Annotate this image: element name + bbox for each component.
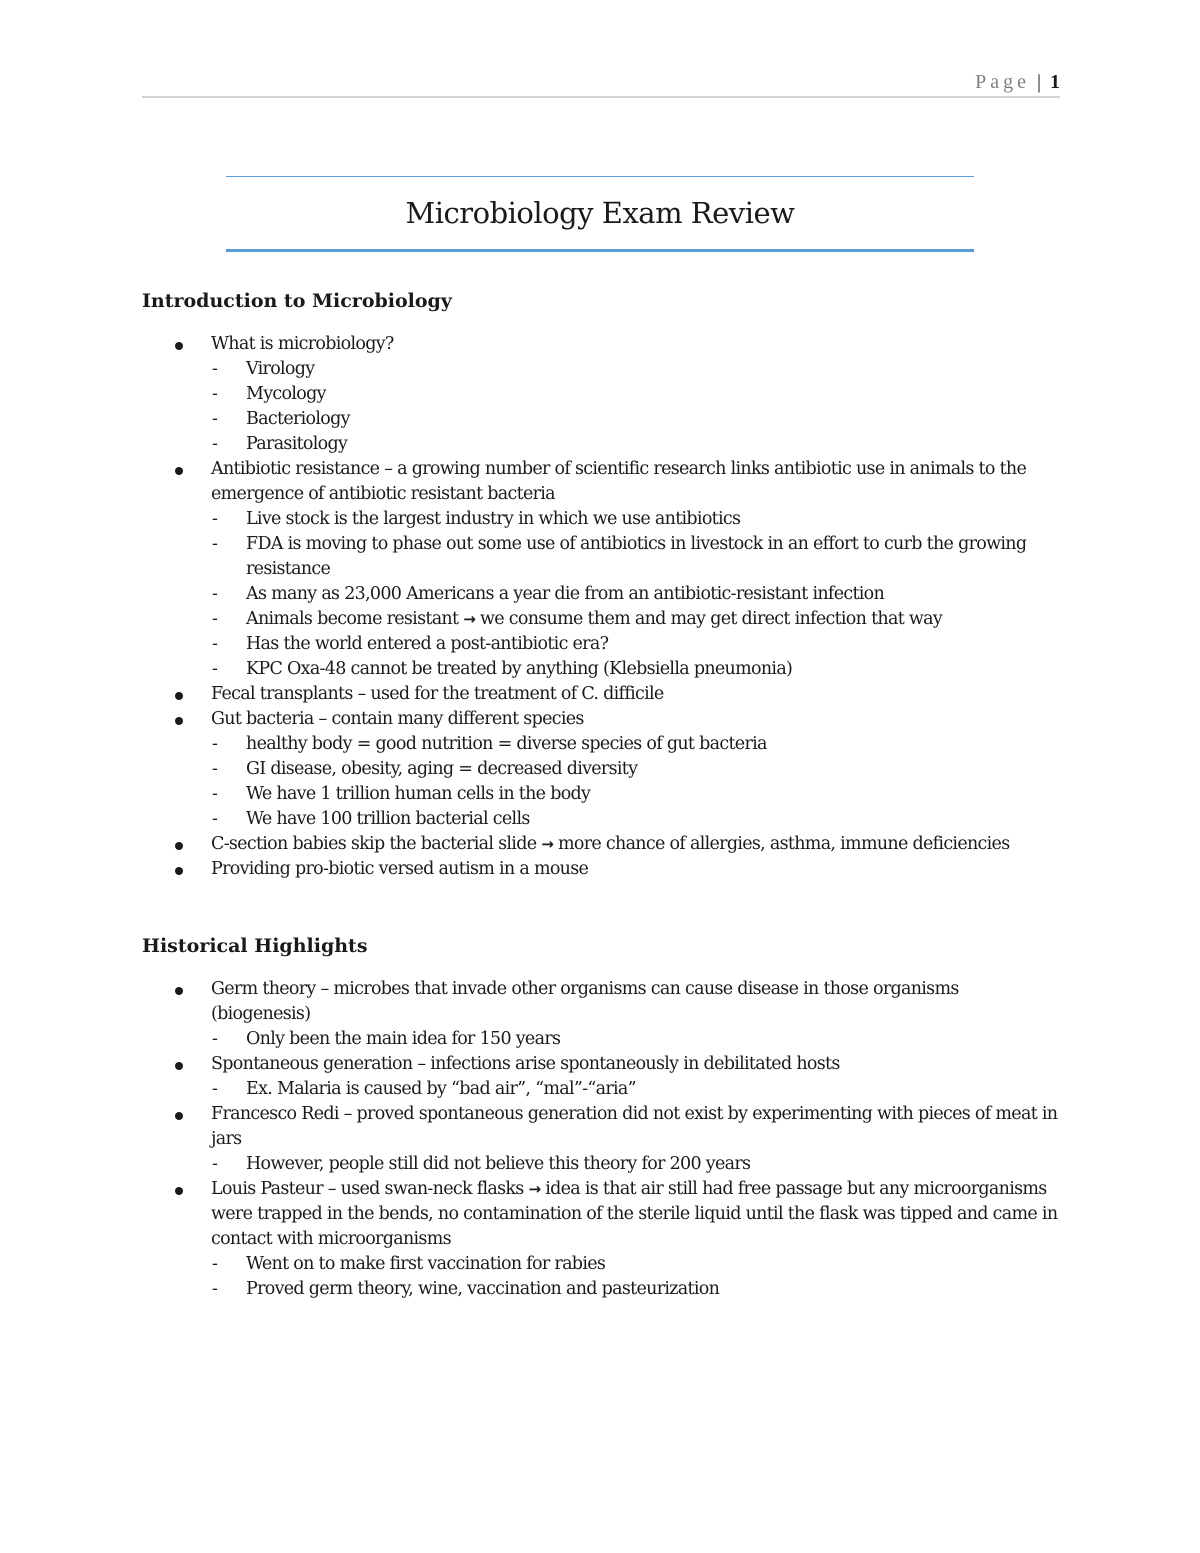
sub-list-item (0, 657, 1200, 682)
sub-list-item-text (246, 609, 942, 629)
bullet-icon (175, 1187, 183, 1195)
sub-list-item-text: KPC Oxa-48 cannot be treated by anything (Klebsiella pneumonia) (246, 659, 793, 679)
text-segment: we consume them and may get direct infection that way (479, 609, 943, 629)
dash-icon: - (212, 659, 218, 679)
dash-icon: - (212, 384, 218, 404)
dash-icon: - (212, 784, 218, 804)
section-heading-historical-highlights: Historical Highlights (142, 935, 368, 957)
sub-list-item-text: Has the world entered a post-antibiotic era? (246, 634, 609, 654)
list-item (0, 857, 1200, 882)
bullet-icon (175, 867, 183, 875)
section-historical-highlights-content (0, 977, 1200, 1302)
sub-list-item-text: Went on to make first vaccination for rabies (246, 1254, 606, 1274)
sub-list-item (0, 407, 1200, 432)
list-item-text: Gut bacteria – contain many different species (211, 709, 584, 729)
dash-icon: - (212, 584, 218, 604)
dash-icon: - (212, 1029, 218, 1049)
sub-list-item (0, 357, 1200, 382)
text-segment: C-section babies skip the bacterial slide (211, 834, 537, 854)
section-heading-introduction: Introduction to Microbiology (142, 290, 452, 312)
arrow-right-icon: → (528, 1180, 541, 1198)
page-header (142, 68, 1060, 98)
list-item (0, 707, 1200, 732)
sub-list-item-text: Mycology (246, 384, 326, 404)
bullet-icon (175, 692, 183, 700)
page-number-label (975, 68, 1060, 96)
sub-list-item-text: Ex. Malaria is caused by “bad air”, “mal”-“aria” (246, 1079, 636, 1099)
list-item-text: Antibiotic resistance – a growing number of scientific research links antibiotic use in animals to the emergence of antibiotic resistant bacteria (211, 459, 1027, 504)
sub-list-item-text: However, people still did not believe this theory for 200 years (246, 1154, 751, 1174)
sub-list-item (0, 782, 1200, 807)
text-segment: Louis Pasteur – used swan-neck flasks (211, 1179, 524, 1199)
list-item-text: Germ theory – microbes that invade other organisms can cause disease in those organisms (biogenesis) (211, 979, 959, 1024)
list-item (0, 682, 1200, 707)
dash-icon: - (212, 434, 218, 454)
bullet-icon (175, 842, 183, 850)
page-number: 1 (1050, 71, 1060, 93)
bullet-icon (175, 467, 183, 475)
sub-list-item-text: Parasitology (246, 434, 348, 454)
sub-list-item-text: Only been the main idea for 150 years (246, 1029, 561, 1049)
dash-icon: - (212, 509, 218, 529)
sub-list-item (0, 1152, 1200, 1177)
document-title: Microbiology Exam Review (405, 196, 795, 230)
dash-icon: - (212, 759, 218, 779)
text-segment: more chance of allergies, asthma, immune deficiencies (557, 834, 1010, 854)
sub-list-item-text: healthy body = good nutrition = diverse species of gut bacteria (246, 734, 767, 754)
sub-list-item (0, 432, 1200, 457)
sub-list-item-text: We have 100 trillion bacterial cells (246, 809, 530, 829)
sub-list-item-text: Bacteriology (246, 409, 350, 429)
dash-icon: - (212, 734, 218, 754)
list-item-text (211, 834, 1010, 854)
bullet-icon (175, 1062, 183, 1070)
title-box (226, 176, 974, 252)
sub-list-item (0, 607, 1200, 632)
sub-list-item (0, 532, 1200, 582)
sub-list-item (0, 507, 1200, 532)
list-item (0, 1102, 1200, 1152)
dash-icon: - (212, 1254, 218, 1274)
section-introduction-content (0, 332, 1200, 882)
bullet-icon (175, 1112, 183, 1120)
sub-list-item-text: We have 1 trillion human cells in the body (246, 784, 591, 804)
dash-icon: - (212, 359, 218, 379)
text-segment: idea is that air still had free passage but any microorganisms were trapped in the bends, no contamination of the sterile liquid until the flask was tipped and came in contact with microorganisms (211, 1179, 1058, 1249)
page-separator: | (1036, 71, 1041, 93)
sub-list-item (0, 807, 1200, 832)
arrow-right-icon: → (463, 610, 476, 628)
page-word: Page (975, 71, 1030, 93)
list-item (0, 457, 1200, 507)
sub-list-item (0, 1027, 1200, 1052)
bullet-icon (175, 342, 183, 350)
list-item-text: Spontaneous generation – infections arise spontaneously in debilitated hosts (211, 1054, 840, 1074)
bullet-icon (175, 987, 183, 995)
list-item (0, 1177, 1200, 1252)
list-item-text: What is microbiology? (211, 334, 394, 354)
list-item-text: Fecal transplants – used for the treatment of C. difficile (211, 684, 664, 704)
sub-list-item (0, 382, 1200, 407)
list-item-text: Francesco Redi – proved spontaneous generation did not exist by experimenting with pieces of meat in jars (211, 1104, 1058, 1149)
sub-list-item-text: Live stock is the largest industry in which we use antibiotics (246, 509, 741, 529)
sub-list-item (0, 1252, 1200, 1277)
sub-list-item (0, 732, 1200, 757)
list-item (0, 332, 1200, 357)
sub-list-item (0, 582, 1200, 607)
list-item (0, 977, 1200, 1027)
sub-list-item-text: Virology (246, 359, 315, 379)
sub-list-item (0, 1077, 1200, 1102)
list-item (0, 1052, 1200, 1077)
sub-list-item (0, 632, 1200, 657)
text-segment: Animals become resistant (246, 609, 459, 629)
sub-list-item-text: Proved germ theory, wine, vaccination and pasteurization (246, 1279, 720, 1299)
dash-icon: - (212, 1154, 218, 1174)
dash-icon: - (212, 634, 218, 654)
bullet-icon (175, 717, 183, 725)
dash-icon: - (212, 409, 218, 429)
arrow-right-icon: → (541, 835, 554, 853)
sub-list-item (0, 1277, 1200, 1302)
dash-icon: - (212, 1279, 218, 1299)
list-item-text: Providing pro-biotic versed autism in a mouse (211, 859, 589, 879)
sub-list-item (0, 757, 1200, 782)
sub-list-item-text: FDA is moving to phase out some use of antibiotics in livestock in an effort to curb the growing resistance (246, 534, 1027, 579)
sub-list-item-text: GI disease, obesity, aging = decreased diversity (246, 759, 638, 779)
dash-icon: - (212, 534, 218, 554)
sub-list-item-text: As many as 23,000 Americans a year die from an antibiotic-resistant infection (246, 584, 885, 604)
list-item (0, 832, 1200, 857)
dash-icon: - (212, 809, 218, 829)
dash-icon: - (212, 1079, 218, 1099)
dash-icon: - (212, 609, 218, 629)
list-item-text (211, 1179, 1057, 1249)
